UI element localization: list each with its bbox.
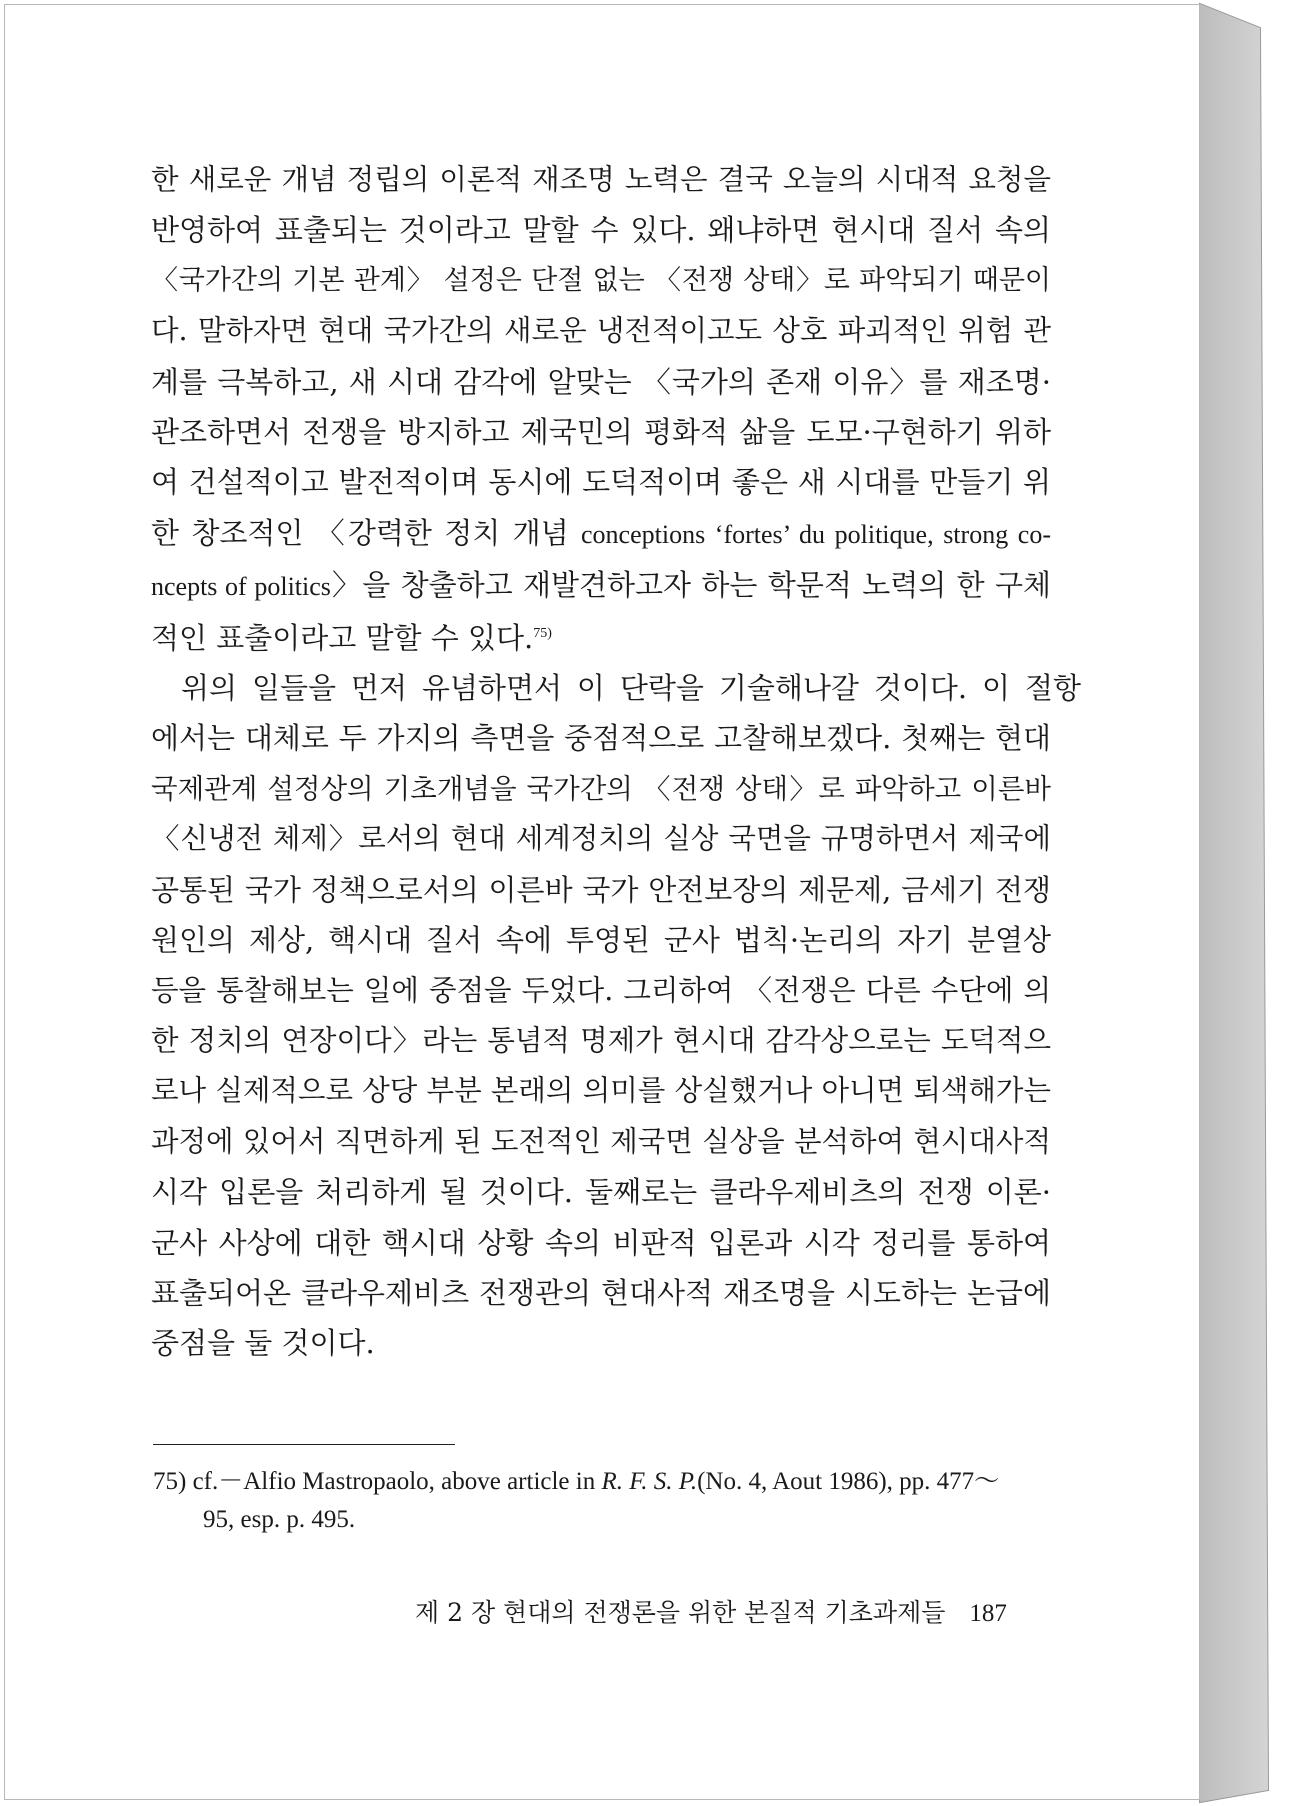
text-line: 여 건설적이고 발전적이며 동시에 도덕적이며 좋은 새 시대를 만들기 위 <box>151 465 1051 500</box>
footnote-reference: 75) <box>533 625 552 641</box>
footnote-line <box>153 1463 1053 1501</box>
text-line: 등을 통찰해보는 일에 중점을 두었다. 그리하여 〈전쟁은 다른 수단에 의 <box>151 973 1051 1007</box>
text-line <box>151 613 1051 663</box>
text-line: 〈신냉전 체제〉로서의 현대 세계정치의 실상 국면을 규명하면서 제국에 <box>151 822 1051 856</box>
paragraph-2 <box>151 663 1081 1369</box>
text-line: 표출되어온 클라우제비츠 전쟁관의 현대사적 재조명을 시도하는 논급에 <box>151 1275 1051 1310</box>
text-line: 공통된 국가 정책으로서의 이른바 국가 안전보장의 제문제, 금세기 전쟁 <box>151 872 1051 907</box>
text-segment-latin: ncepts of politics <box>151 572 331 602</box>
text-segment-korean: 한 창조적인 〈강력한 정치 개념 <box>151 515 569 550</box>
body-text <box>151 155 1081 1369</box>
text-line: 로나 실제적으로 상당 부분 본래의 의미를 상실했거나 아니면 퇴색해가는 <box>151 1074 1051 1108</box>
text-line: 군사 사상에 대한 핵시대 상황 속의 비판적 입론과 시각 정리를 통하여 <box>151 1225 1051 1260</box>
chapter-title: 제 2 장 현대의 전쟁론을 위한 본질적 기초과제들 <box>415 1598 946 1627</box>
text-line: 위의 일들을 먼저 유념하면서 이 단락을 기술해나갈 것이다. 이 절항 <box>181 671 1081 706</box>
footnote-line: 95, esp. p. 495. <box>203 1506 356 1533</box>
text-line: 관조하면서 전쟁을 방지하고 제국민의 평화적 삶을 도모·구현하기 위하 <box>151 415 1051 450</box>
text-line: 과정에 있어서 직면하게 된 도전적인 제국면 실상을 분석하여 현시대사적 <box>151 1124 1051 1158</box>
text-line-mixed <box>151 508 1051 560</box>
book-page <box>4 4 1200 1800</box>
footnote-divider <box>153 1444 455 1445</box>
text-line: 원인의 제상, 핵시대 질서 속에 투영된 군사 법칙·논리의 자기 분열상 <box>151 923 1051 958</box>
text-line: 〈국가간의 기본 관계〉 설정은 단절 없는 〈전쟁 상태〉로 파악되기 때문이 <box>151 264 1051 296</box>
page-number: 187 <box>969 1600 1007 1627</box>
text-segment-latin: conceptions ‘fortes’ du politique, strong co- <box>581 519 1052 549</box>
text-line: 한 새로운 개념 정립의 이론적 재조명 노력은 결국 오늘의 시대적 요청을 <box>151 163 1051 196</box>
running-footer <box>415 1593 1015 1629</box>
text-line: 다. 말하자면 현대 국가간의 새로운 냉전적이고도 상호 파괴적인 위험 관 <box>151 314 1051 348</box>
text-line: 중점을 둘 것이다. <box>151 1326 375 1361</box>
text-line: 계를 극복하고, 새 시대 감각에 알맞는 〈국가의 존재 이유〉를 재조명· <box>151 364 1051 399</box>
text-segment: 적인 표출이라고 말할 수 있다. <box>151 620 534 655</box>
footnote-text: (No. 4, Aout 1986), pp. 477～ <box>697 1468 1000 1495</box>
footnote-75 <box>153 1463 1053 1539</box>
journal-abbreviation: R. F. S. P. <box>601 1468 698 1495</box>
text-line: 한 정치의 연장이다〉라는 통념적 명제가 현시대 감각상으로는 도덕적으 <box>151 1023 1051 1057</box>
text-line: 반영하여 표출되는 것이라고 말할 수 있다. 왜냐하면 현시대 질서 속의 <box>151 213 1051 248</box>
footnote-text: 75) cf.－Alfio Mastropaolo, above article in <box>153 1468 602 1495</box>
text-line: 에서는 대체로 두 가지의 측면을 중점적으로 고찰해보겠다. 첫째는 현대 <box>151 721 1051 756</box>
text-line: 국제관계 설정상의 기초개념을 국가간의 〈전쟁 상태〉로 파악하고 이른바 <box>151 772 1051 805</box>
text-segment-korean: 〉을 창출하고 재발견하고자 하는 학문적 노력의 한 구체 <box>330 568 1051 603</box>
paragraph-1 <box>151 155 1051 663</box>
text-line: 시각 입론을 처리하게 될 것이다. 둘째로는 클라우제비츠의 전쟁 이론· <box>151 1175 1051 1210</box>
text-line-mixed <box>151 560 1051 612</box>
